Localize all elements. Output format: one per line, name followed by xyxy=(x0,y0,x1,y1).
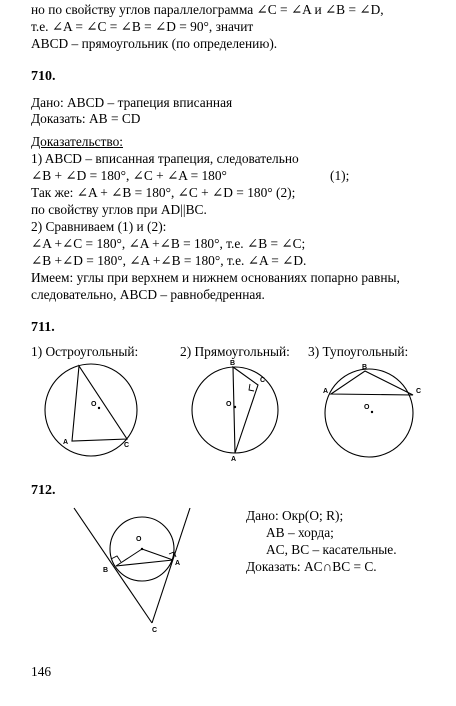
figure-obtuse-triangle xyxy=(316,360,426,465)
label-B: B xyxy=(230,360,236,367)
inscribed-triangle xyxy=(233,367,258,453)
label-C: C xyxy=(260,377,266,384)
intro-line-3: ABCD – прямоугольник (по определению). xyxy=(31,36,278,51)
figure-right-triangle xyxy=(190,360,280,465)
label-B: B xyxy=(103,567,109,574)
p710-given: Дано: ABCD – трапеция вписанная xyxy=(31,95,233,110)
right-angle-mark xyxy=(249,384,254,391)
p710-line-2: ∠B + ∠D = 180°, ∠C + ∠A = 180° xyxy=(31,168,227,183)
caption-acute: 1) Остроугольный: xyxy=(31,344,139,359)
p712-prove: Доказать: AC∩BC = C. xyxy=(246,559,377,574)
label-O: O xyxy=(364,404,370,411)
caption-obtuse: 3) Тупоугольный: xyxy=(308,344,409,359)
label-A: A xyxy=(63,439,69,446)
p710-line-7: ∠B +∠D = 180°, ∠A +∠B = 180°, т.е. ∠A = ∠D. xyxy=(31,253,307,268)
p710-tag-1: (1); xyxy=(330,168,350,183)
intro-line-1: но по свойству углов параллелограмма ∠C = ∠A и ∠B = ∠D, xyxy=(31,2,384,17)
p710-line-3: Так же: ∠A + ∠B = 180°, ∠C + ∠D = 180° (2); xyxy=(31,185,296,200)
problem-711-number: 711. xyxy=(31,320,55,335)
label-O: O xyxy=(136,536,142,543)
problem-712-number: 712. xyxy=(31,483,56,498)
label-C: C xyxy=(152,627,158,634)
problem-710-number: 710. xyxy=(31,69,56,84)
caption-right: 2) Прямоугольный: xyxy=(180,344,290,359)
p710-line-9: следовательно, ABCD – равнобедренная. xyxy=(31,287,265,302)
center-point xyxy=(141,548,143,550)
label-A: A xyxy=(323,388,329,395)
p710-line-6: ∠A +∠C = 180°, ∠A +∠B = 180°, т.е. ∠B = ∠C; xyxy=(31,236,306,251)
p710-proof-title: Доказательство: xyxy=(31,134,123,149)
label-B: B xyxy=(362,364,368,371)
p710-line-4: по свойству углов при AD||BC. xyxy=(31,202,207,217)
label-A: A xyxy=(175,560,181,567)
figure-acute-triangle xyxy=(28,360,158,465)
label-C: C xyxy=(416,388,422,395)
label-O: O xyxy=(91,401,97,408)
tangent-line-right xyxy=(152,508,190,623)
center-point xyxy=(234,406,236,408)
inscribed-triangle xyxy=(72,366,127,441)
p710-line-1: 1) ABCD – вписанная трапеция, следовательно xyxy=(31,151,299,166)
p710-line-5: 2) Сравниваем (1) и (2): xyxy=(31,219,167,234)
radius-OA xyxy=(142,549,173,560)
tangent-line-left xyxy=(74,508,152,623)
label-O: O xyxy=(226,401,232,408)
label-C: C xyxy=(124,442,130,449)
p712-line-2: AB – хорда; xyxy=(266,525,334,540)
p712-line-3: AC, BC – касательные. xyxy=(266,542,397,557)
center-point xyxy=(371,411,373,413)
circle xyxy=(325,369,413,457)
p710-prove: Доказать: AB = CD xyxy=(31,111,141,126)
center-point xyxy=(98,407,100,409)
p712-given: Дано: Окр(O; R); xyxy=(246,508,344,523)
label-A: A xyxy=(231,456,237,463)
intro-line-2: т.е. ∠A = ∠C = ∠B = ∠D = 90°, значит xyxy=(31,19,254,34)
p710-line-8: Имеем: углы при верхнем и нижнем основаниях попарно равны, xyxy=(31,270,400,285)
figure-tangents xyxy=(70,505,210,634)
page-number: 146 xyxy=(31,664,52,679)
